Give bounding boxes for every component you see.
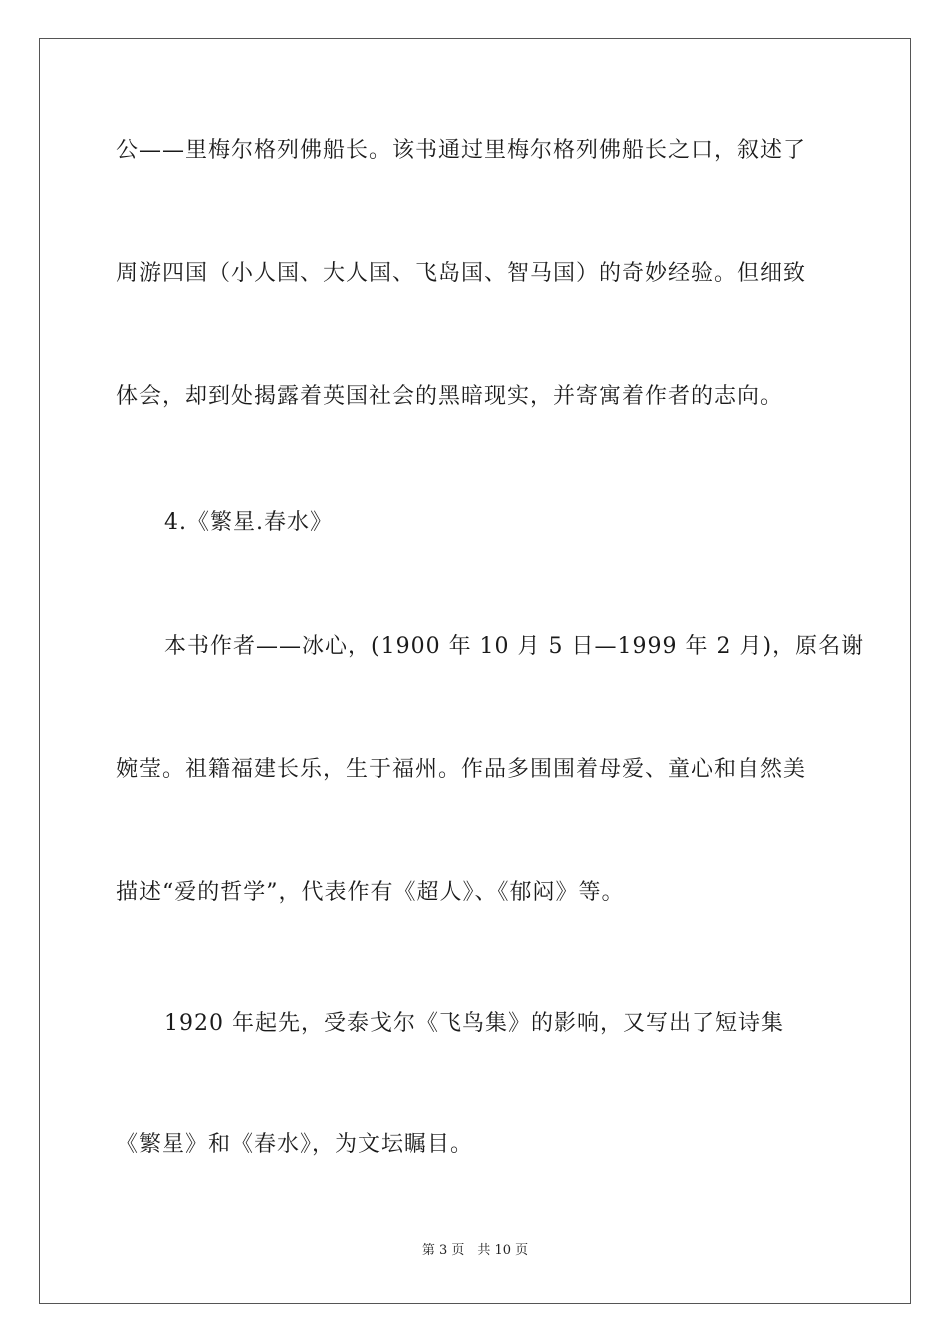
body-line-1: 公——里梅尔格列佛船长。该书通过里梅尔格列佛船长之口，叙述了 [116, 138, 807, 163]
page-border [39, 38, 911, 1304]
section-heading: 4.《繁星.春水》 [164, 510, 333, 535]
body-line-6: 婉莹。祖籍福建长乐，生于福州。作品多围围着母爱、童心和自然美 [116, 757, 807, 782]
body-line-9: 《繁星》和《春水》，为文坛瞩目。 [116, 1132, 474, 1157]
body-line-2: 周游四国（小人国、大人国、飞岛国、智马国）的奇妙经验。但细致 [116, 261, 807, 286]
page-footer: 第 3 页 共 10 页 [421, 1243, 529, 1258]
body-line-7: 描述“爱的哲学”，代表作有《超人》、《郁闷》等。 [116, 880, 625, 905]
body-line-5: 本书作者——冰心，(1900 年 10 月 5 日—1999 年 2 月)，原名谢 [164, 634, 865, 659]
body-line-8: 1920 年起先，受泰戈尔《飞鸟集》的影响，又写出了短诗集 [164, 1011, 784, 1036]
body-line-3: 体会，却到处揭露着英国社会的黑暗现实，并寄寓着作者的志向。 [116, 384, 784, 409]
